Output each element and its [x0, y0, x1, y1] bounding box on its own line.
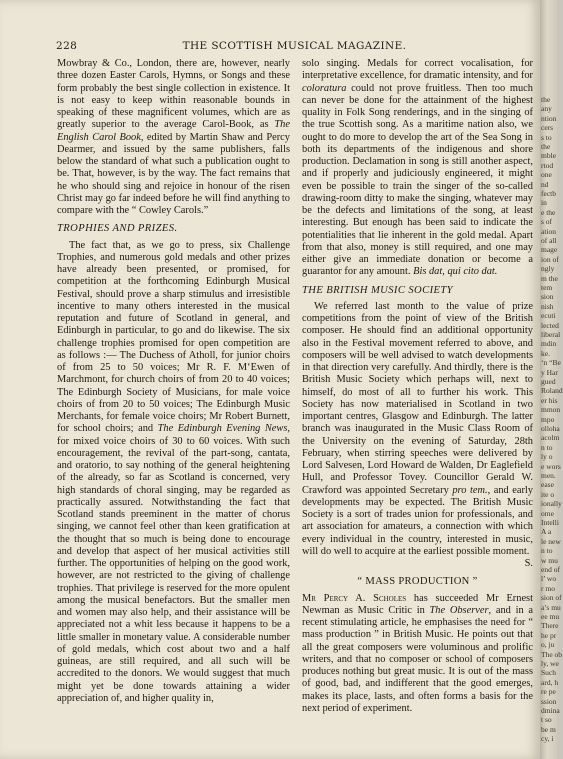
- right-column: [302, 58, 533, 715]
- trophies-paragraph: [57, 240, 290, 706]
- bleed-word: tem: [541, 283, 553, 292]
- text-run: , for mixed voice choirs of 30 to 60 voices. With such encouragement, the revival of the part-song, cantata, and oratorio, to say nothing of the general heightening of the already, so far as Scotland is concerned, very high standards of choral singing, may be regarded as practically assured. Notwithstanding the fact that Scotland stands preeminent in the matter of chorus singing, we cannot feel other than keen gratification at the thought that so much is being done to encourage and develop that aspect of her musical activities still further. The opportunities of helping on the good work, however, are not restricted to the giving of challenge trophies. That privilege is reserved for the more opulent among the musical benefactors. But the smaller men and women may also help, and their assistance will be appreciated not a whit less because it happens to be a little smaller in monetary value. A considerable number of gold medals, which cost about two and a half guineas, are still required, and all such will be accredited to the donors. We would suggest that much might yet be done towards attaining a wider appreciation of, and higher quality in,: [57, 423, 290, 704]
- bleed-word: the: [541, 95, 551, 104]
- bleed-word: sion of: [541, 593, 562, 603]
- text-run: We referred last month to the value of prize competitions from the point of view of the British composer. He should find an additional opportunity also in the Festival movement referred to above, and composers will be well advised to watch developments in that direction very carefully. And thirdly, there is the British Music Society which perhaps will, next to himself, do most of all to further his work. This Society has now materialised in Scotland in two important centres, Glasgow and Edinburgh. The latter branch was inaugurated in the Music Class Room of the University on the evening of Saturday, 28th February, when stirring speeches were delivered by Lord Salvesen, Lord Howard de Walden, Dr Eaglefield Hull, and Professor Tovey. Councillor Gerald W. Crawford was appointed Secretary: [302, 300, 533, 496]
- text-run: Mowbray & Co., London, there are, however, nearly three dozen Easter Carols, Hymns, or Songs and these form probably the best single collection in existence. It is not easy to keep within reasonable bounds in speaking of these magnificent volumes, which are as greatly superior to the average Carol-Book, as: [57, 58, 290, 131]
- bleed-word: m the: [541, 273, 558, 283]
- bleed-word: There: [541, 621, 559, 631]
- facing-page-edge: [540, 0, 563, 759]
- bleed-word: ome: [541, 508, 554, 518]
- bleed-word: Roland: [541, 386, 563, 396]
- bleed-word: in: [541, 198, 547, 208]
- bleed-word: Such: [541, 668, 556, 678]
- page-number: 228: [56, 40, 78, 52]
- bleed-word: ion of: [541, 254, 559, 264]
- text-run: could not prove fruitless. Then too much can never be done for the attainment of the highest quality in Folk Song renderings, and in the singing of the true Scottish song. As a maritime nation also, we ought to do more to develop the art of the Sea Song in both its departments of the indigenous and shore production. Declamation in song is still another aspect, and if properly and judiciously engineered, it might even be possible to train the singer of the so-called drawing-room ditty to make the singing, whatever may be the defects and limitations of the song, at least interesting. But enough has been said to indicate the potentialities that lie inherent in the gold medal. Apart from that also, money is still required, and one may either give an immediate donation or become a guarantor for any amount.: [302, 82, 533, 278]
- bleed-word: ation: [541, 226, 556, 236]
- bleed-word: sion: [541, 292, 554, 302]
- section-heading-trophies: TROPHIES AND PRIZES.: [57, 223, 178, 235]
- bleed-word: er his: [541, 395, 558, 405]
- bleed-word: r mo: [541, 583, 555, 593]
- magazine-title: THE SCOTTISH MUSICAL MAGAZINE.: [182, 40, 407, 52]
- bleed-word: ‘n “Be: [541, 358, 561, 368]
- bleed-word: ly o: [541, 452, 553, 462]
- bleed-word: one: [541, 170, 552, 180]
- bleed-word: Intelli: [541, 518, 559, 527]
- bleed-word: A a: [541, 527, 552, 537]
- bleed-word: of all: [541, 236, 557, 245]
- bleed-word: s of: [541, 217, 553, 227]
- bleed-word: e wors: [541, 461, 561, 471]
- bleed-word: ecuti: [541, 311, 556, 321]
- bleed-word: rtod: [541, 160, 554, 170]
- text-run: , and in a recent stimulating article, he emphasises the need for “ mass production ” in British Music. He points out that all the great composers were voluminous and prolific writers, and that no composer or school of composers produces nothing but great music. It is out of the mass of good, bad, and indifferent that the good emerges, makes its place, lasts, and often forms a basis for the next period of experiment.: [302, 604, 533, 714]
- bleed-word: liberal: [541, 330, 561, 339]
- bleed-word: mage: [541, 245, 558, 255]
- bleed-word: ly, we: [541, 659, 559, 668]
- bleed-word: end of: [541, 565, 560, 574]
- bleed-word: e the: [541, 207, 556, 217]
- bleed-word: gued: [541, 377, 556, 386]
- latin-motto: Bis dat, qui cito dat.: [413, 266, 498, 278]
- book-title: The English Carol Book: [57, 119, 290, 143]
- newspaper-title: The Observer: [429, 604, 489, 616]
- text-run: The fact that, as we go to press, six Challenge Trophies, and numerous gold medals and other prizes have already been presented, or promised, for competition at the forthcoming Edinburgh Musical Festival, should prove a sharp stimulus and irresistible incentive to many others interested in the musical reputation and future of Scotland in general, and Edinburgh in particular, to go and do likewise. The six challenge trophies promised for open competition are as follows :— The Duchess of Atholl, for junior choirs of from 25 to 50 voices; Mr R. F. M‘Ewen of Marchmont, for church choirs of from 20 to 40 voices; The Edinburgh Society of Musicians, for male voice choirs of from 20 to 50 voices; The Edinburgh Music Merchants, for female voice choirs; Mr Robert Burnett, for school choirs; and: [57, 239, 290, 435]
- bleed-word: s to: [541, 132, 552, 142]
- bleed-word: n to: [541, 442, 553, 452]
- bleed-word: lected: [541, 320, 559, 330]
- bleed-word: he pr: [541, 630, 557, 640]
- bleed-word: w mu: [541, 555, 558, 565]
- left-column: [57, 58, 290, 705]
- carols-paragraph: [57, 58, 290, 217]
- section-heading-mass-production: “ MASS PRODUCTION ”: [357, 576, 478, 588]
- bleed-word: mpo: [541, 414, 555, 424]
- bleed-word: ee mu: [541, 612, 560, 621]
- bleed-word: ease: [541, 480, 554, 490]
- bleed-word: any: [541, 104, 552, 114]
- bleed-word: mdin: [541, 339, 557, 349]
- bleed-word: mble: [541, 151, 556, 161]
- bleed-word: olloha: [541, 424, 560, 433]
- bleed-word: mmon: [541, 405, 561, 415]
- bleed-word: l’ wo: [541, 574, 557, 584]
- italic-term: coloratura: [302, 82, 347, 94]
- bleed-word: t so: [541, 715, 552, 725]
- newspaper-title: The Edinburgh Evening News: [157, 423, 288, 435]
- bleed-word: the: [541, 142, 551, 151]
- section-heading-british-music-society: THE BRITISH MUSIC SOCIETY: [302, 284, 453, 296]
- bleed-word: ntion: [541, 113, 557, 123]
- bleed-word: ssion: [541, 696, 557, 706]
- bleed-word: be m: [541, 724, 556, 734]
- bleed-word: nish: [541, 301, 554, 311]
- bleed-word: ke.: [541, 348, 550, 358]
- bleed-word: y Har: [541, 367, 558, 377]
- bleed-word: The ob: [541, 649, 563, 659]
- running-header: [56, 40, 533, 56]
- text-run: solo singing. Medals for correct vocalisation, for interpretative excellence, for dramatic intensity, and for: [302, 58, 533, 82]
- solo-singing-paragraph: [302, 58, 533, 279]
- italic-term: pro tem.: [452, 484, 488, 496]
- bms-paragraph: [302, 301, 533, 558]
- bleed-word: ard, h: [541, 677, 559, 687]
- bleed-word: ite o: [541, 489, 555, 499]
- bleed-word: ngly: [541, 264, 555, 274]
- bleed-word: fectb: [541, 189, 556, 198]
- bleed-word: men.: [541, 471, 556, 480]
- bleed-word: n to: [541, 546, 553, 556]
- bleed-word: nd: [541, 179, 549, 189]
- person-name: Mr Percy A. Scholes: [302, 592, 407, 604]
- bleed-word: dmina: [541, 706, 560, 715]
- bleed-word: re pe: [541, 687, 556, 697]
- bleed-word: a’s mu: [541, 602, 561, 612]
- text-run: has succeeded Mr Ernest Newman as Music Critic in: [302, 592, 533, 616]
- mass-production-paragraph: [302, 593, 533, 716]
- text-run: , edited by Martin Shaw and Percy Dearmer, and issued by the same publishers, falls below the standard of what such a publication ought to be. That, however, is by the way. The fact remains that he who should sing and rejoice in honour of the risen Christ may go far indeed before he will find anything to compare with the “ Cowley Carols.”: [57, 131, 290, 216]
- text-run: , and early developments may be expected. The British Music Society is a sort of trades union for professionals, and art association for amateurs, a connection with which every individual in the country, interested in music, will do well to acquire at the earliest possible moment.: [302, 484, 534, 557]
- bleed-word: cy, i: [541, 734, 554, 744]
- author-signature: S.: [524, 558, 533, 569]
- bleed-word: ionally: [541, 499, 562, 509]
- bleed-word: cers: [541, 123, 554, 133]
- bleed-word: o, ju: [541, 640, 555, 650]
- bleed-word: acolm: [541, 433, 560, 443]
- bleed-word: le new: [541, 536, 561, 546]
